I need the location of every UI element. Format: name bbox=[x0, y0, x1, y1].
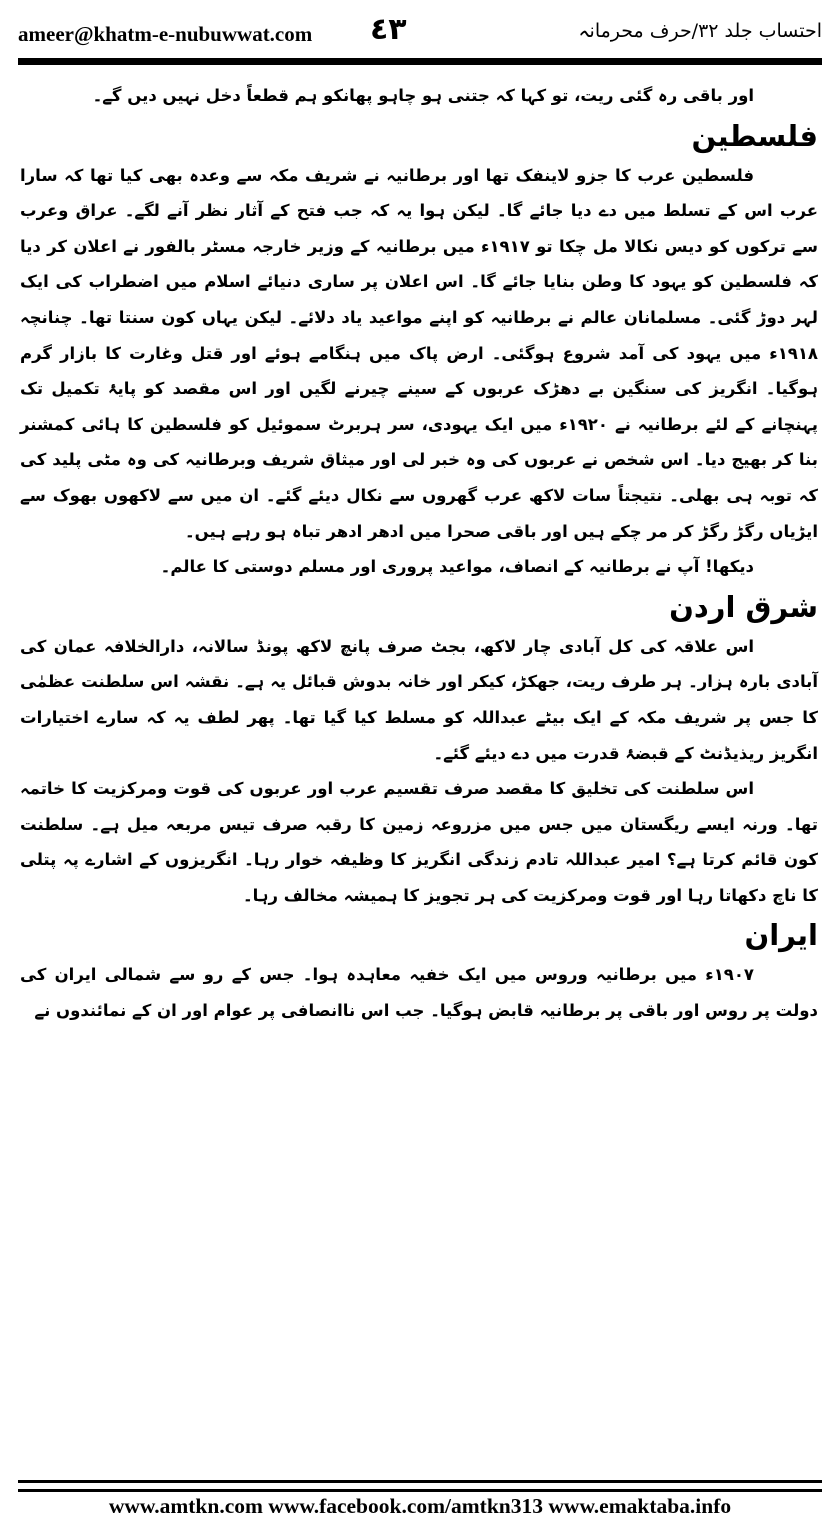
header-email: ameer@khatm-e-nubuwwat.com bbox=[18, 22, 313, 46]
heading-palestine: فلسطین bbox=[691, 118, 818, 153]
palestine-paragraph-1: فلسطین عرب کا جزو لاینفک تھا اور برطانیہ نے شریف مکہ سے وعدہ بھی کیا تھا کہ سارا عرب اس کے تسلط میں دے دیا جائے گا۔ لیکن ہوا یہ کہ جب فتح کے آثار نظر آنے لگے۔ عراق وعرب سے ترکوں کو دیس نکالا مل چکا تو ۱۹۱۷ء میں برطانیہ کے وزیر خارجہ مسٹر بالفور نے اعلان کر دیا کہ فلسطین کو یہود کا وطن بنایا جائے گا۔ اس اعلان پر ساری دنیائے اسلام میں اضطراب کی ایک لہر دوڑ گئی۔ مسلمانان عالم نے برطانیہ کو اپنے مواعید یاد دلائے۔ لیکن یہاں کون سنتا تھا۔ چنانچہ ۱۹۱۸ء میں یہود کی آمد شروع ہوگئی۔ ارض پاک میں ہنگامے ہوئے اور قتل وغارت کا بازار گرم ہوگیا۔ انگریز کی سنگین بے دھڑک عربوں کے سینے چیرنے لگیں اور اس مقصد کو پایۂ تکمیل تک پہنچانے کے لئے برطانیہ نے ۱۹۲۰ء میں ایک یہودی، سر ہربرٹ سموئیل کو فلسطین کا ہائی کمشنر بنا کر بھیج دیا۔ اس شخص نے عربوں کی وہ خبر لی اور میثاق شریف وبرطانیہ کی وہ مٹی پلید کی کہ توبہ ہی بھلی۔ نتیجتاً سات لاکھ عرب گھروں سے نکال دیئے گئے۔ ان میں سے لاکھوں بھوک سے ایڑیاں رگڑ رگڑ کر مر چکے ہیں اور باقی صحرا میں ادھر ادھر تباہ ہو رہے ہیں۔ bbox=[20, 165, 818, 541]
page-number: ٤٣ bbox=[370, 12, 407, 47]
book-title: احتساب جلد ۳۲/حرف محرمانہ bbox=[578, 20, 822, 42]
footer-rule bbox=[18, 1480, 822, 1492]
header-rule bbox=[18, 58, 822, 65]
transjordan-paragraph-1: اس علاقہ کی کل آبادی چار لاکھ، بجٹ صرف پانچ لاکھ پونڈ سالانہ، دارالخلافہ عمان کی آبادی بارہ ہزار۔ ہر طرف ریت، جھکڑ، کیکر اور خانہ بدوش قبائل یہ ہے۔ نقشہ اس سلطنت عظمٰی کا جس پر شریف مکہ کے ایک بیٹے عبداللہ کو مسلط کیا گیا تھا۔ پھر لطف یہ کہ سارے اختیارات انگریز ریذیڈنٹ کے قبضۂ قدرت میں دے دیئے گئے۔ bbox=[20, 636, 818, 763]
intro-paragraph: اور باقی رہ گئی ریت، تو کہا کہ جتنی ہو چاہو پھانکو ہم قطعاً دخل نہیں دیں گے۔ bbox=[92, 86, 754, 105]
page-body bbox=[20, 78, 818, 1029]
palestine-paragraph-2: دیکھا! آپ نے برطانیہ کے انصاف، مواعید پروری اور مسلم دوستی کا عالم۔ bbox=[160, 557, 754, 577]
transjordan-paragraph-2: اس سلطنت کی تخلیق کا مقصد صرف تقسیم عرب اور عربوں کی قوت ومرکزیت کا خاتمہ تھا۔ ورنہ ایسے ریگستان میں جس میں مزروعہ زمین کا رقبہ صرف تیس مربعہ میل ہے۔ سلطنت کون قائم کرتا ہے؟ امیر عبداللہ تادم زندگی انگریز کا وظیفہ خوار رہا۔ انگریزوں کے اشارے پہ پتلی کا ناچ دکھاتا رہا اور قوت ومرکزیت کی ہر تجویز کا ہمیشہ مخالف رہا۔ bbox=[20, 779, 818, 905]
iran-paragraph-1: ۱۹۰۷ء میں برطانیہ وروس میں ایک خفیہ معاہدہ ہوا۔ جس کے رو سے شمالی ایران کی دولت پر روس اور باقی پر برطانیہ قابض ہوگیا۔ جب اس ناانصافی پر عوام اور ان کے نمائندوں نے bbox=[20, 965, 818, 1021]
heading-iran: ایران bbox=[744, 918, 818, 953]
footer-links: www.amtkn.com www.facebook.com/amtkn313 www.emaktaba.info bbox=[108, 1494, 732, 1518]
heading-transjordan: شرق اردن bbox=[669, 589, 818, 624]
page-header bbox=[18, 12, 822, 54]
